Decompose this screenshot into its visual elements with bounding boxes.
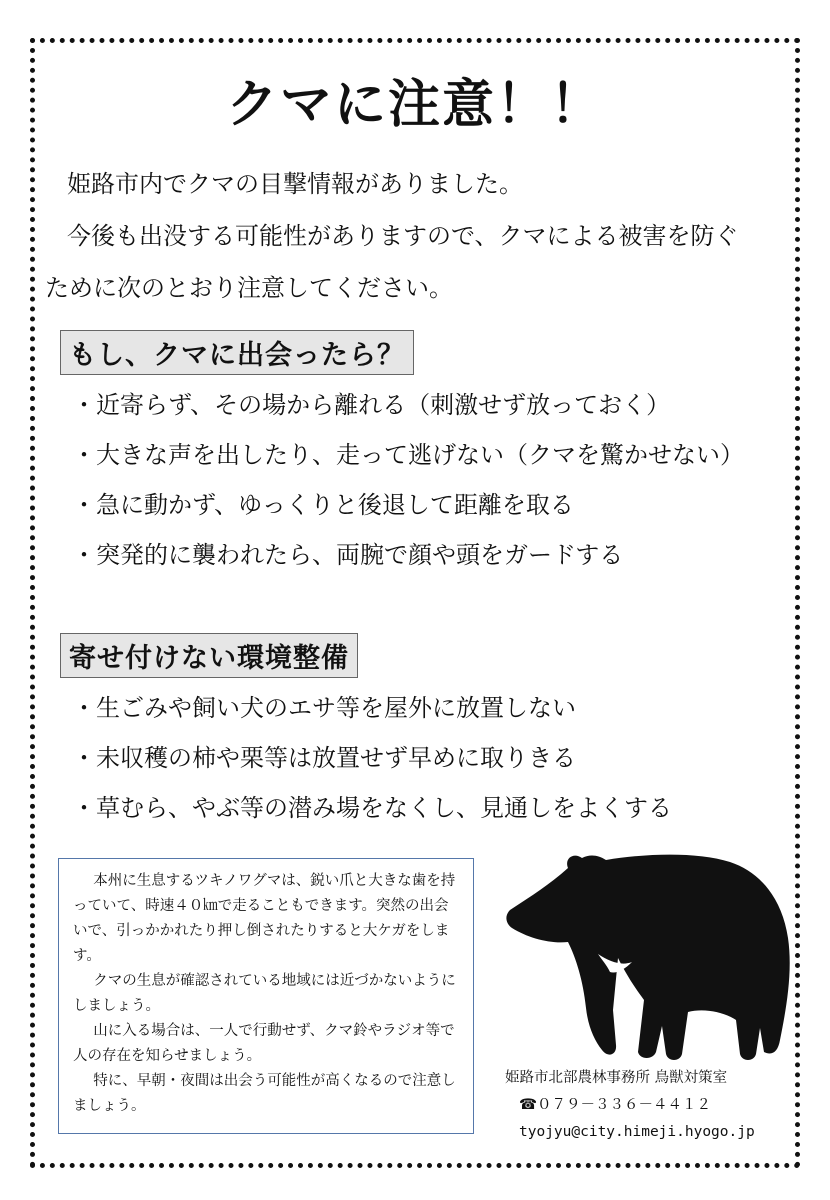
list-item: ・急に動かず、ゆっくりと後退して距離を取る: [72, 491, 574, 519]
bear-info-box: [58, 858, 474, 1134]
phone-number: ☎０７９－３３６－４４１２: [519, 1097, 712, 1113]
intro-line-3: ために次のとおり注意してください。: [45, 274, 453, 302]
info-paragraph: 本州に生息するツキノワグマは、鋭い爪と大きな歯を持っていて、時速４０㎞で走ることもできます。突然の出会いで、引っかかれたり押し倒されたりすると大ケガをします。: [73, 873, 456, 964]
list-item: ・大きな声を出したり、走って逃げない（クマを驚かせない）: [72, 441, 744, 469]
list-item: ・未収穫の柿や栗等は放置せず早めに取りきる: [72, 744, 576, 772]
info-paragraph: 山に入る場合は、一人で行動せず、クマ鈴やラジオ等で人の存在を知らせましょう。: [73, 1023, 455, 1064]
info-paragraph: 特に、早朝・夜間は出会う可能性が高くなるので注意しましょう。: [73, 1073, 456, 1114]
contact-info: [505, 1065, 755, 1146]
office-name: 姫路市北部農林事務所 鳥獣対策室: [505, 1070, 728, 1086]
page-title: クマに注意！！: [225, 75, 604, 135]
info-paragraph: クマの生息が確認されている地域には近づかないようにしましょう。: [73, 973, 456, 1014]
section-heading-encounter: もし、クマに出会ったら？: [60, 330, 414, 375]
intro-text: [45, 158, 805, 314]
intro-line-1: 姫路市内でクマの目撃情報がありました。: [67, 170, 523, 198]
prevention-advice-list: [72, 683, 672, 833]
list-item: ・生ごみや飼い犬のエサ等を屋外に放置しない: [72, 694, 576, 722]
email-address: tyojyu@city.himeji.hyogo.jp: [519, 1124, 755, 1140]
intro-line-2: 今後も出没する可能性がありますので、クマによる被害を防ぐ: [67, 222, 739, 250]
encounter-advice-list: [72, 380, 744, 580]
list-item: ・突発的に襲われたら、両腕で顔や頭をガードする: [72, 541, 624, 569]
list-item: ・近寄らず、その場から離れる（刺激せず放っておく）: [72, 391, 671, 419]
list-item: ・草むら、やぶ等の潜み場をなくし、見通しをよくする: [72, 794, 672, 822]
section-heading-prevention: 寄せ付けない環境整備: [60, 633, 358, 678]
bear-silhouette-icon: [498, 850, 798, 1065]
